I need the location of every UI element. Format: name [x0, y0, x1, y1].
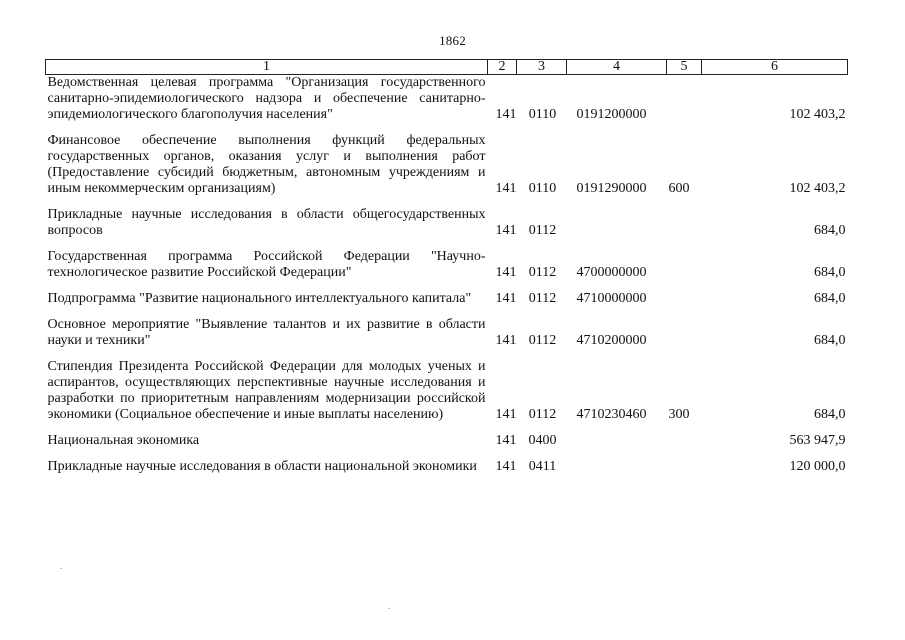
row-rz: 0112 [528, 291, 557, 306]
row-sum: 120 000,0 [789, 459, 846, 474]
row-rz: 0112 [528, 407, 557, 422]
row-sum: 684,0 [814, 333, 846, 348]
row-rz: 0110 [528, 181, 557, 196]
header-col-5: 5 [667, 60, 702, 75]
row-name: Прикладные научные исследования в области общегосударственных вопросов [47, 207, 486, 238]
row-name: Государственная программа Российской Федерации "Научно-технологическое развитие Российской Федерации" [47, 249, 486, 280]
row-spacer [46, 423, 848, 433]
row-vr [667, 75, 702, 124]
row-cs: 0191200000 [576, 107, 647, 122]
row-sum: 684,0 [814, 407, 846, 422]
table-row [46, 433, 848, 449]
row-rz: 0110 [528, 107, 557, 122]
row-vr [667, 207, 702, 239]
table-body [46, 75, 848, 476]
row-spacer [46, 197, 848, 207]
row-name: Ведомственная целевая программа "Организация государственного санитарно-эпидемиологического надзора и обеспечение санитарно-эпидемиологического благополучия населения" [47, 75, 486, 122]
table-row [46, 249, 848, 281]
table-row [46, 75, 848, 124]
header-col-1: 1 [46, 60, 488, 75]
row-sum: 684,0 [814, 265, 846, 280]
row-name: Основное мероприятие "Выявление талантов и их развитие в области науки и техники" [47, 317, 486, 348]
row-sum: 684,0 [814, 291, 846, 306]
row-gr: 141 [495, 407, 517, 422]
table-row [46, 207, 848, 239]
row-cs [567, 433, 667, 449]
row-gr: 141 [495, 333, 517, 348]
table-row [46, 459, 848, 475]
row-rz: 0112 [528, 333, 557, 348]
table-row [46, 317, 848, 349]
header-col-3: 3 [517, 60, 567, 75]
row-vr [667, 291, 702, 307]
row-spacer [46, 123, 848, 133]
row-name: Подпрограмма "Развитие национального интеллектуального капитала" [47, 291, 472, 306]
row-cs: 4700000000 [576, 265, 647, 280]
row-sum: 563 947,9 [789, 433, 846, 448]
header-row [46, 60, 848, 75]
row-spacer [46, 307, 848, 317]
row-gr: 141 [495, 265, 517, 280]
row-vr [667, 433, 702, 449]
row-vr [667, 459, 702, 475]
row-sum: 684,0 [814, 223, 846, 238]
row-cs: 4710000000 [576, 291, 647, 306]
table-row [46, 291, 848, 307]
header-col-6: 6 [702, 60, 848, 75]
row-cs [567, 459, 667, 475]
table-header [46, 60, 848, 75]
row-name: Прикладные научные исследования в области национальной экономики [47, 459, 477, 474]
row-gr: 141 [495, 223, 517, 238]
table-row [46, 359, 848, 423]
row-sum: 102 403,2 [789, 181, 846, 196]
page-number: 1862 [439, 33, 466, 48]
row-cs: 4710230460 [576, 407, 647, 422]
budget-table [45, 59, 848, 475]
row-cs [567, 207, 667, 239]
scan-speck [60, 568, 62, 569]
header-col-4: 4 [567, 60, 667, 75]
row-spacer [46, 449, 848, 459]
table-row [46, 133, 848, 197]
row-cs: 0191290000 [576, 181, 647, 196]
row-vr [667, 249, 702, 281]
row-vr: 600 [668, 181, 690, 196]
row-vr [667, 317, 702, 349]
row-name: Национальная экономика [47, 433, 200, 448]
row-sum: 102 403,2 [789, 107, 846, 122]
row-spacer [46, 281, 848, 291]
scan-speck [388, 608, 390, 609]
row-rz: 0112 [528, 223, 557, 238]
row-spacer [46, 349, 848, 359]
row-gr: 141 [495, 291, 517, 306]
row-name: Финансовое обеспечение выполнения функций федеральных государственных органов, оказания услуг и выполнения работ (Предоставление субсидий бюджетным, автономным учреждениям и иным некоммерческим организациям) [47, 133, 486, 196]
row-cs: 4710200000 [576, 333, 647, 348]
row-gr: 141 [495, 107, 517, 122]
row-gr: 141 [495, 433, 517, 448]
row-rz: 0400 [528, 433, 557, 448]
row-rz: 0411 [528, 459, 557, 474]
row-vr: 300 [668, 407, 690, 422]
row-gr: 141 [495, 181, 517, 196]
row-name: Стипендия Президента Российской Федерации для молодых ученых и аспирантов, осуществляющих перспективные научные исследования и разработки по приоритетным направлениям модернизации российской экономики (Социальное обеспечение и иные выплаты населению) [47, 359, 486, 422]
row-rz: 0112 [528, 265, 557, 280]
header-col-2: 2 [488, 60, 517, 75]
row-gr: 141 [495, 459, 517, 474]
row-spacer [46, 239, 848, 249]
